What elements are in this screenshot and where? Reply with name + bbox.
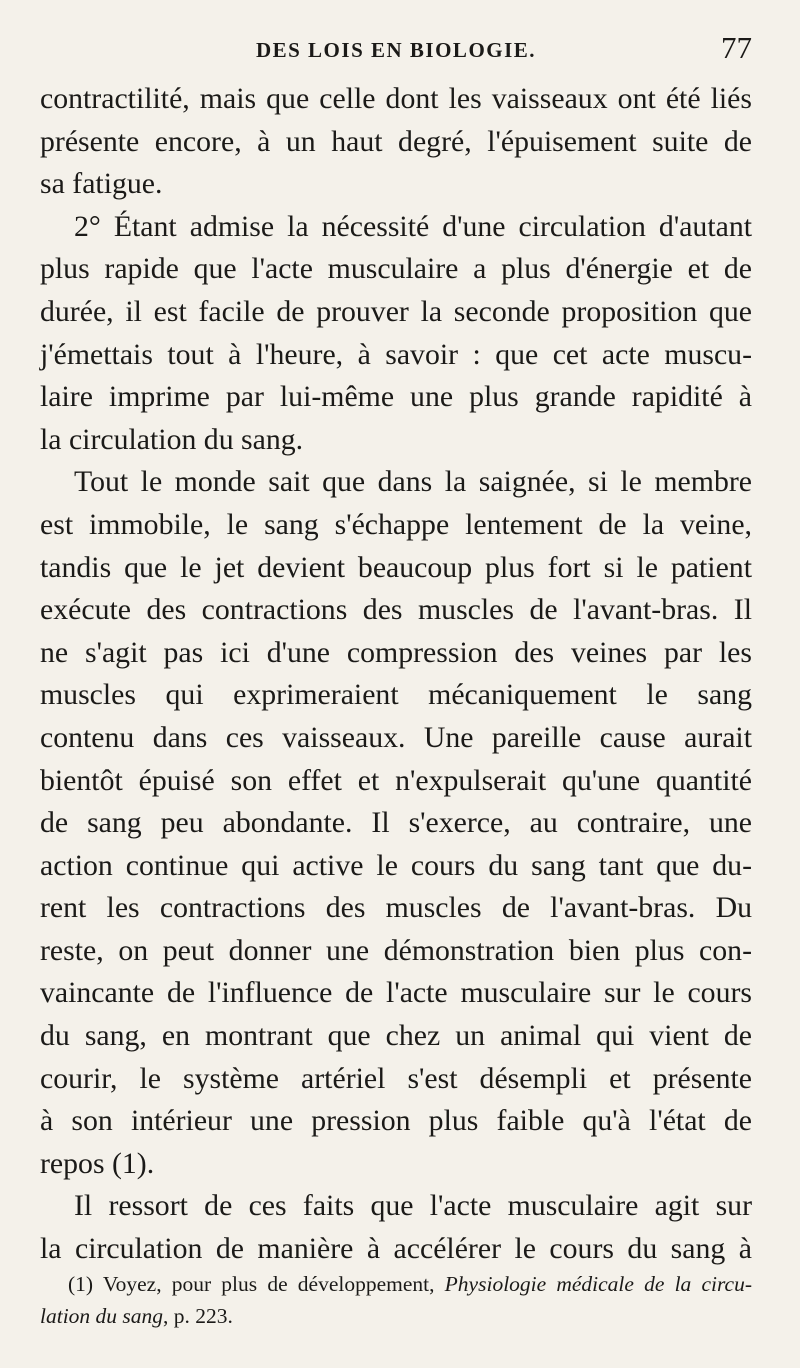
text-line: à son intérieur une pression plus faible qu'à l'état de	[40, 1104, 752, 1138]
text-line: 2° Étant admise la nécessité d'une circulation d'autant	[74, 209, 752, 243]
footnote-citation-title: lation du sang	[40, 1304, 164, 1328]
footnote-line	[40, 1300, 752, 1332]
text-line: ne s'agit pas ici d'une compression des veines par les	[40, 635, 752, 669]
text-line: j'émettais tout à l'heure, à savoir : que cet acte muscu-	[40, 337, 752, 371]
text-line: muscles qui exprimeraient mécaniquement le sang	[40, 678, 752, 712]
text-line: bientôt épuisé son effet et n'expulserait qu'une quantité	[40, 763, 752, 797]
text-line: du sang, en montrant que chez un animal qui vient de	[40, 1019, 752, 1053]
footnote-text: (1) Voyez, pour plus de développement,	[68, 1272, 445, 1296]
text-line: laire imprime par lui-même une plus grande rapidité à	[40, 380, 752, 414]
footnote	[40, 1268, 752, 1332]
text-line: de sang peu abondante. Il s'exerce, au contraire, une	[40, 806, 752, 840]
footnote-citation-title: Physiologie médicale de la circu-	[444, 1272, 753, 1296]
text-line: Il ressort de ces faits que l'acte musculaire agit sur	[74, 1189, 752, 1223]
text-line: contractilité, mais que celle dont les vaisseaux ont été liés	[40, 82, 752, 115]
text-line: la circulation de manière à accélérer le cours du sang à	[40, 1232, 752, 1266]
text-line: présente encore, à un haut degré, l'épuisement suite de	[40, 124, 752, 158]
text-line: durée, il est facile de prouver la seconde proposition que	[40, 294, 752, 328]
running-head	[40, 30, 752, 70]
text-line: tandis que le jet devient beaucoup plus fort si le patient	[40, 550, 752, 584]
text-line: repos (1).	[40, 1146, 155, 1180]
text-line: sa fatigue.	[40, 167, 163, 201]
text-line: Tout le monde sait que dans la saignée, si le membre	[74, 465, 752, 499]
text-line: contenu dans ces vaisseaux. Une pareille cause aurait	[40, 720, 752, 754]
text-line: action continue qui active le cours du sang tant que du-	[40, 848, 752, 882]
text-line: est immobile, le sang s'échappe lentement de la veine,	[40, 507, 752, 541]
text-line: rent les contractions des muscles de l'avant-bras. Du	[40, 891, 752, 925]
text-line: la circulation du sang.	[40, 422, 304, 456]
text-line: courir, le système artériel s'est désempli et présente	[40, 1061, 752, 1095]
text-line: exécute des contractions des muscles de l'avant-bras. Il	[40, 593, 752, 627]
body-text	[40, 78, 752, 1271]
footnote-line	[40, 1268, 752, 1300]
page-number: 77	[721, 30, 752, 65]
text-line: vaincante de l'influence de l'acte musculaire sur le cours	[40, 976, 752, 1010]
text-line: plus rapide que l'acte musculaire a plus d'énergie et de	[40, 252, 752, 286]
text-line: reste, on peut donner une démonstration bien plus con-	[40, 933, 752, 967]
footnote-text: , p. 223.	[163, 1304, 233, 1328]
running-title: DES LOIS EN BIOLOGIE.	[255, 38, 537, 62]
